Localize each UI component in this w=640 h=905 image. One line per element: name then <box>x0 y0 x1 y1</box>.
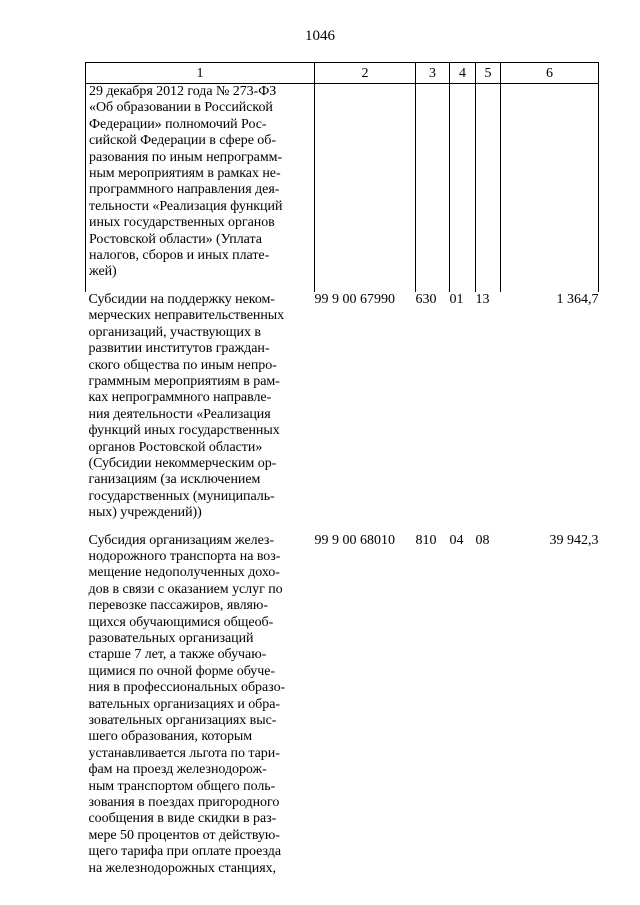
description-line: ганизациям (за исключением <box>88 472 261 488</box>
spacer-cell <box>450 281 476 292</box>
section-code: 04 <box>449 532 464 548</box>
page-number: 1046 <box>305 28 335 44</box>
amount-value: 1 364,7 <box>556 291 599 307</box>
description-line: зовательных организациях выс- <box>88 713 277 729</box>
spacer-cell <box>501 281 599 292</box>
description-line: программного направления дея- <box>89 182 280 198</box>
description-line: мещение недополученных дохо- <box>88 565 280 581</box>
description-line: граммным мероприятиям в рам- <box>88 373 280 389</box>
target-article-code: 99 9 00 68010 <box>314 532 395 548</box>
spacer-cell <box>501 522 599 533</box>
column-header-6: 6 <box>501 63 599 84</box>
section-code <box>450 84 476 281</box>
spacer-cell <box>315 522 416 533</box>
description-line: развитии институтов граждан- <box>88 341 270 357</box>
description-line: разовательных организаций <box>88 631 254 646</box>
expense-type-code: 630 <box>415 291 437 307</box>
description-line: нодорожного транспорта на воз- <box>88 548 281 564</box>
description-line: устанавливается льгота по тари- <box>88 745 280 761</box>
description-line: шего образования, которым <box>88 729 253 745</box>
description-line: (Субсидии некоммерческим ор- <box>88 455 277 471</box>
description-line: иных государственных органов <box>89 215 275 231</box>
spacer-cell <box>416 522 450 533</box>
spacer-cell <box>476 522 501 533</box>
subsection-code: 13 <box>475 291 490 307</box>
description-line: фам на проезд железнодорож- <box>88 762 267 778</box>
description-line: ния в профессиональных образо- <box>88 680 286 696</box>
row-description <box>86 292 315 522</box>
description-line: 29 декабря 2012 года № 273-ФЗ <box>89 84 277 99</box>
description-line: разования по иным непрограмм- <box>89 149 283 165</box>
description-line: перевозке пассажиров, являю- <box>88 598 268 614</box>
table-row <box>86 533 599 878</box>
table-row <box>86 84 599 281</box>
description-line: ным мероприятиям в рамках не- <box>89 166 281 182</box>
column-header-4: 4 <box>450 63 476 84</box>
description-line: органов Ростовской области» <box>88 439 263 455</box>
spacer-cell <box>450 522 476 533</box>
amount-value: 39 942,3 <box>549 532 599 548</box>
row-description <box>86 533 315 878</box>
row-spacer <box>86 522 599 533</box>
description-line: Ростовской области» (Уплата <box>89 231 262 247</box>
description-line: щимися по очной форме обуче- <box>88 663 275 679</box>
description-line: ния деятельности «Реализация <box>88 406 271 422</box>
description-line: организаций, участвующих в <box>88 324 261 340</box>
description-line: ках непрограммного направле- <box>88 390 272 406</box>
description-line: сообщения в виде скидки в раз- <box>88 811 277 827</box>
description-line: Федерации» полномочий Рос- <box>89 116 267 132</box>
description-line: вательных организациях и обра- <box>88 696 280 712</box>
description-line: мере 50 процентов от действую- <box>88 827 280 843</box>
spacer-cell <box>416 281 450 292</box>
description-line: щихся обучающимися общеоб- <box>88 614 274 630</box>
spacer-cell <box>86 281 315 292</box>
table-row <box>86 292 599 522</box>
section-code: 01 <box>449 291 464 307</box>
row-spacer <box>86 281 599 292</box>
description-line: на железнодорожных станциях, <box>88 860 276 876</box>
expense-type-code <box>416 84 450 281</box>
description-line: старше 7 лет, а также обучаю- <box>88 647 267 663</box>
target-article-code <box>315 84 416 281</box>
description-line: дов в связи с оказанием услуг по <box>88 581 283 597</box>
description-line: ных) учреждений)) <box>88 505 202 521</box>
subsection-code: 08 <box>475 532 490 548</box>
column-header-2: 2 <box>315 63 416 84</box>
description-line: ным транспортом общего поль- <box>88 778 276 794</box>
description-line: мерческих неправительственных <box>88 308 285 324</box>
expense-type-code: 810 <box>415 532 437 548</box>
budget-table <box>85 62 599 877</box>
description-line: ского общества по иным непро- <box>88 357 277 373</box>
amount-value <box>501 84 599 281</box>
spacer-cell <box>86 522 315 533</box>
table-header-row <box>86 63 599 84</box>
description-line: налогов, сборов и иных плате- <box>89 248 270 264</box>
spacer-cell <box>476 281 501 292</box>
description-line: Субсидия организациям желез- <box>88 532 275 548</box>
description-line: сийской Федерации в сфере об- <box>89 133 276 149</box>
subsection-code <box>476 84 501 281</box>
description-line: жей) <box>89 264 117 280</box>
column-header-3: 3 <box>416 63 450 84</box>
description-line: функций иных государственных <box>88 423 280 439</box>
description-line: Субсидии на поддержку неком- <box>88 291 275 307</box>
description-line: щего тарифа при оплате проезда <box>88 844 281 860</box>
description-line: зования в поездах пригородного <box>88 795 280 811</box>
column-header-5: 5 <box>476 63 501 84</box>
spacer-cell <box>315 281 416 292</box>
row-description <box>86 84 315 281</box>
description-line: государственных (муниципаль- <box>88 488 275 504</box>
target-article-code: 99 9 00 67990 <box>314 291 395 307</box>
description-line: тельности «Реализация функций <box>89 198 283 214</box>
column-header-1: 1 <box>86 63 315 84</box>
description-line: «Об образовании в Российской <box>89 100 273 116</box>
